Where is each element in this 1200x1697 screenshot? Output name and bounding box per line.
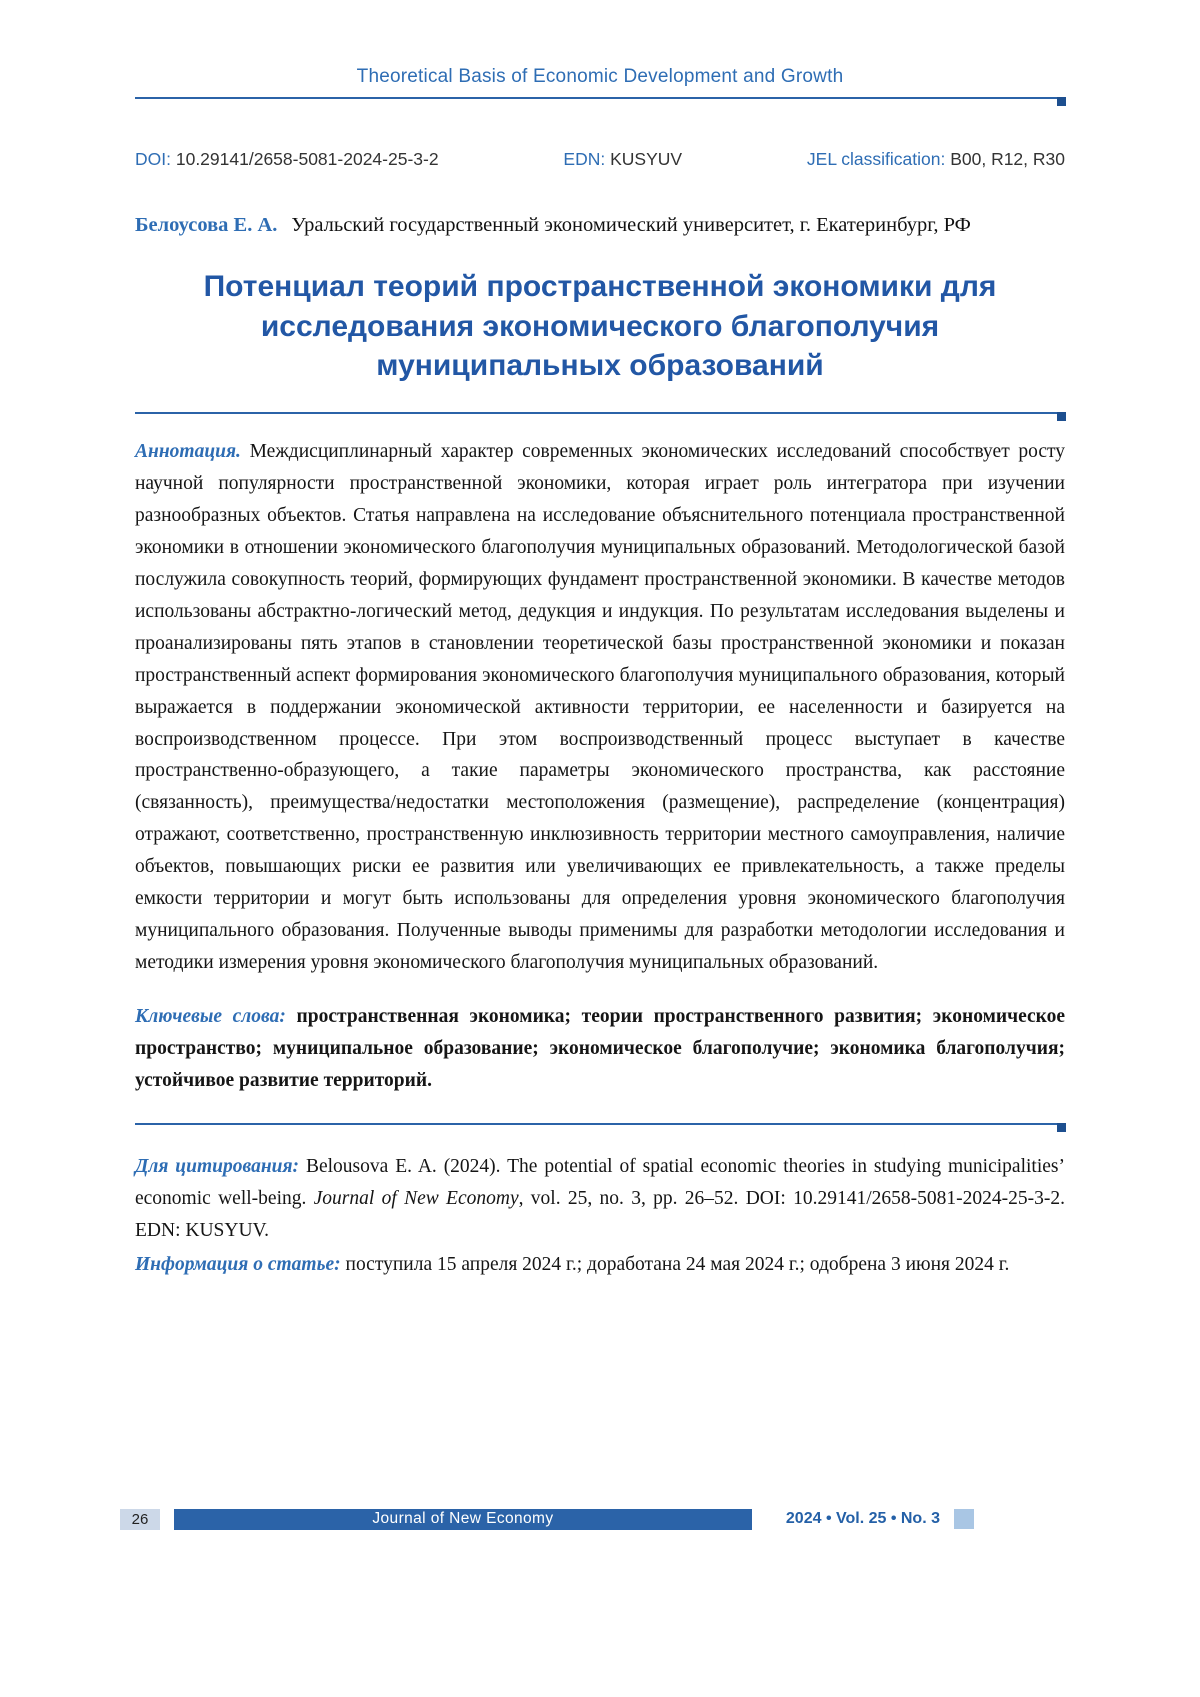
edn-label: EDN: bbox=[563, 149, 606, 169]
keywords-label: Ключевые слова: bbox=[135, 1006, 286, 1028]
footer-end-square bbox=[954, 1509, 974, 1529]
citation-label: Для цитирования: bbox=[135, 1156, 300, 1178]
abstract-text: Междисциплинарный характер современных экономических исследований способствует росту научной популярности пространственной экономики, которая играет роль интегратора при изучении разнообразных объектов. Статья направлена на исследование объяснительного потенциала пространственной экономики в отношении экономического благополучия муниципальных образований. Методологической базой послужила совокупность теорий, формирующих фундамент пространственной экономики. В качестве методов использованы абстрактно-логический метод, дедукция и индукция. По результатам исследования выделены и проанализированы пять этапов в становлении теоретической базы пространственной экономики и показан пространственный аспект формирования экономического благополучия муниципального образования, который выражается в поддержании экономической активности территории, ее населенности и базируется на воспроизводственном процессе. При этом воспроизводственный процесс выступает в качестве пространственно-образующего, а такие параметры экономического пространства, как расстояние (связанность), преимущества/недостатки местоположения (размещение), распределение (концентрация) отражают, соответственно, пространственную инклюзивность территории местного самоуправления, наличие объектов, повышающих риски ее развития или увеличивающих ее привлекательность, а также пределы емкости территории и могут быть использованы для определения уровня экономического благополучия муниципального образования. Полученные выводы применимы для разработки методологии исследования и методики измерения уровня экономического благополучия муниципальных образований. bbox=[135, 440, 1066, 974]
author-affiliation: Уральский государственный экономический университет, г. Екатеринбург, РФ bbox=[291, 214, 971, 236]
keywords-rule bbox=[135, 1123, 1065, 1125]
journal-name-bar: Journal of New Economy bbox=[174, 1509, 752, 1530]
title-rule bbox=[135, 412, 1065, 414]
page-number: 26 bbox=[120, 1509, 160, 1530]
citation-paragraph bbox=[135, 1151, 1065, 1247]
jel-item bbox=[807, 149, 1065, 170]
rule-end-square bbox=[1057, 1123, 1066, 1132]
jel-label: JEL classification: bbox=[806, 149, 946, 169]
citation-text-before: Belousova E. A. (2024). The potential of spatial economic theories in studying municipalities’ economic well-being. bbox=[135, 1156, 1065, 1210]
byline bbox=[135, 214, 1065, 237]
article-info-text: поступила 15 апреля 2024 г.; доработана 24 мая 2024 г.; одобрена 3 июня 2024 г. bbox=[345, 1254, 1010, 1276]
abstract-label: Аннотация. bbox=[135, 440, 241, 462]
citation-text-after: , vol. 25, no. 3, pp. 26–52. DOI: 10.29141/2658-5081-2024-25-3-2. EDN: KUSYUV. bbox=[135, 1188, 1065, 1242]
article-info-label: Информация о статье: bbox=[135, 1254, 341, 1276]
doi-label: DOI: bbox=[135, 149, 171, 169]
running-head: Theoretical Basis of Economic Development and Growth bbox=[356, 66, 844, 87]
edn-value: KUSYUV bbox=[610, 149, 683, 169]
citation-journal-name: Journal of New Economy bbox=[313, 1188, 519, 1210]
edn-item bbox=[563, 149, 682, 170]
citation-block bbox=[135, 1151, 1065, 1281]
author-name: Белоусова Е. А. bbox=[135, 214, 278, 236]
article-title: Потенциал теорий пространственной экономики для исследования экономического благополучия муниципальных образований bbox=[203, 270, 997, 383]
doi-value: 10.29141/2658-5081-2024-25-3-2 bbox=[175, 149, 439, 169]
abstract-paragraph bbox=[135, 436, 1065, 979]
article-info-paragraph bbox=[135, 1249, 1065, 1281]
keywords-paragraph bbox=[135, 1001, 1065, 1097]
keywords-text: пространственная экономика; теории пространственного развития; экономическое пространство; муниципальное образование; экономическое благополучие; экономика благополучия; устойчивое развитие территорий. bbox=[135, 1006, 1066, 1092]
meta-row bbox=[135, 149, 1065, 170]
jel-value: B00, R12, R30 bbox=[950, 149, 1065, 169]
header-rule bbox=[135, 97, 1065, 99]
issue-info: 2024 • Vol. 25 • No. 3 bbox=[785, 1510, 940, 1527]
rule-end-square bbox=[1057, 412, 1066, 421]
rule-end-square bbox=[1057, 97, 1066, 106]
doi-item bbox=[135, 149, 439, 170]
page-footer bbox=[120, 1508, 974, 1530]
